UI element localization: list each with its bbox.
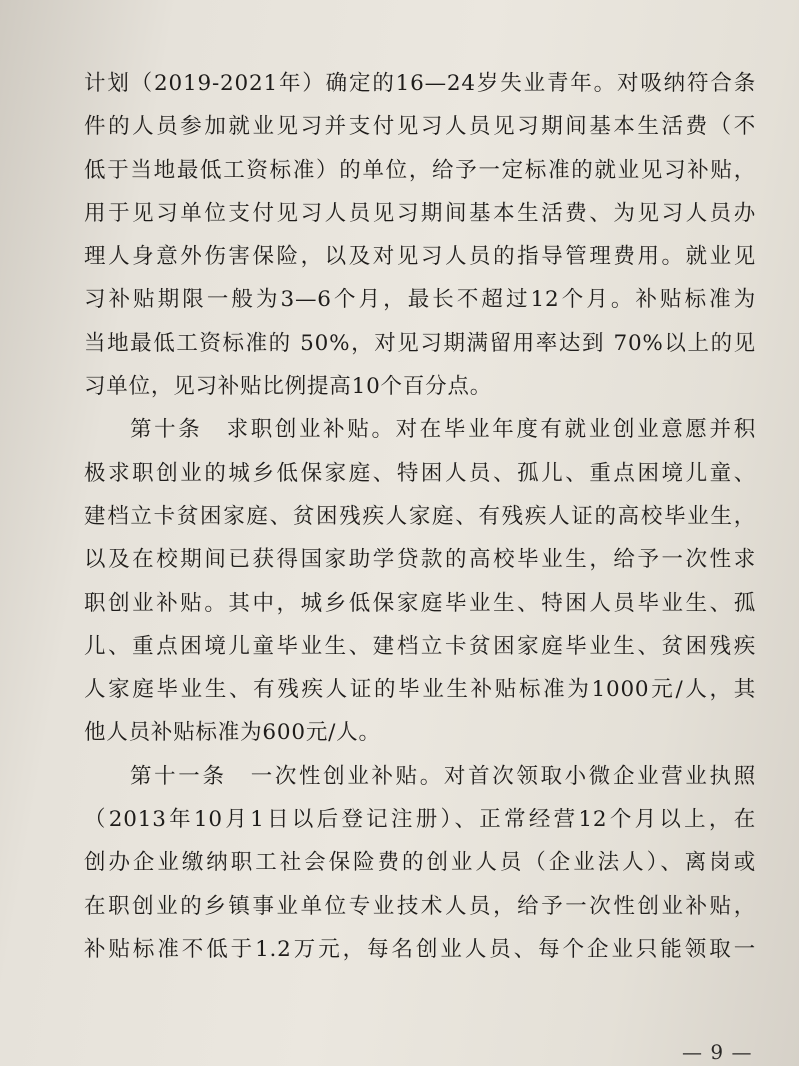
body-text [84, 62, 756, 971]
text-line-21: 补贴标准不低于1.2万元，每名创业人员、每个企业只能领取一 [84, 936, 756, 962]
text-line-1: 计划（2019-2021年）确定的16—24岁失业青年。对吸纳符合条 [84, 71, 756, 96]
text-line-10: 极求职创业的城乡低保家庭、特困人员、孤儿、重点困境儿童、 [84, 460, 756, 486]
text-line-4: 用于见习单位支付见习人员见习期间基本生活费、为见习人员办 [84, 200, 756, 226]
text-line-5: 理人身意外伤害保险，以及对见习人员的指导管理费用。就业见 [84, 244, 756, 270]
text-line-14: 儿、重点困境儿童毕业生、建档立卡贫困家庭毕业生、贫困残疾 [84, 633, 756, 659]
text-line-8: 习单位，见习补贴比例提高10个百分点。 [84, 374, 493, 400]
text-line-6: 习补贴期限一般为3—6个月，最长不超过12个月。补贴标准为 [84, 287, 756, 313]
article-11-heading-line: 第十一条 一次性创业补贴。对首次领取小微企业营业执照 [130, 763, 756, 789]
text-line-18: （2013年10月1日以后登记注册）、正常经营12个月以上，在 [84, 807, 756, 833]
page-number: — 9 — [682, 1040, 753, 1064]
text-line-2: 件的人员参加就业见习并支付见习人员见习期间基本生活费（不 [84, 114, 756, 140]
text-line-11: 建档立卡贫困家庭、贫困残疾人家庭、有残疾人证的高校毕业生， [84, 503, 756, 529]
text-line-7: 当地最低工资标准的 50%，对见习期满留用率达到 70%以上的见 [84, 330, 756, 356]
text-line-12: 以及在校期间已获得国家助学贷款的高校毕业生，给予一次性求 [84, 547, 756, 573]
text-line-13: 职创业补贴。其中，城乡低保家庭毕业生、特困人员毕业生、孤 [84, 590, 756, 616]
text-line-15: 人家庭毕业生、有残疾人证的毕业生补贴标准为1000元/人，其 [84, 677, 756, 703]
text-line-3: 低于当地最低工资标准）的单位，给予一定标准的就业见习补贴， [84, 157, 756, 183]
text-line-16: 他人员补贴标准为600元/人。 [84, 720, 381, 746]
text-line-19: 创办企业缴纳职工社会保险费的创业人员（企业法人）、离岗或 [84, 850, 756, 876]
text-line-20: 在职创业的乡镇事业单位专业技术人员，给予一次性创业补贴， [84, 893, 756, 919]
article-10-heading-line: 第十条 求职创业补贴。对在毕业年度有就业创业意愿并积 [130, 417, 756, 443]
